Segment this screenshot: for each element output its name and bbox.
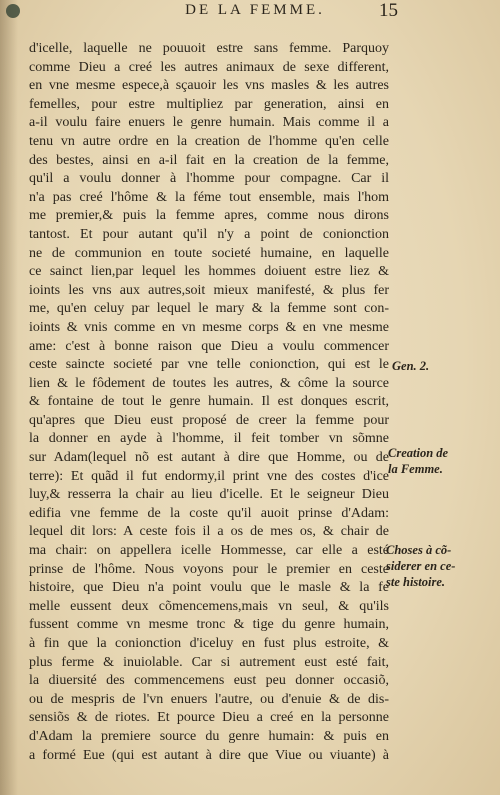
text-line: a-il voulu faire enuers le genre humain. Mais comme il a [29,115,389,131]
text-line: ce sainct lien,par lequel les hommes doiuent estre liez & [29,264,389,280]
text-line: ioints les vns aux autres,soit mieux manifesté, & plus fer [29,282,389,298]
text-line: la donner en ayde à l'homme, il feit tomber vn sõmne [29,431,389,447]
margin-note-gen: Gen. 2. [392,359,430,373]
text-line: terre): Et quãd il fut endormy,il print vne des costes d'ice [29,468,389,484]
margin-note-line: Choses à cõ- [386,543,452,557]
text-line: plus ferme & inuiolable. Car si autrement eust esté fait, [29,654,389,670]
text-line: lien & le fôdement de toutes les autres, & côme la source [29,375,389,391]
text-line: la diuersité des commencemens eust peu donner occasiõ, [29,673,389,689]
text-line: tenu vn autre ordre en la creation de l'homme qu'en celle [29,133,389,149]
text-line: en vne mesme espece,à sçauoir les vns masles & les autres [29,78,389,94]
text-line: sur Adam(lequel nõ est autant à dire que Homme, ou de [29,450,389,466]
text-line: histoire, que Dieu n'a point voulu que le masle & la fe [29,580,389,596]
text-line: des bestes, ainsi en a-il fait en la creation de la femme, [29,152,389,168]
text-line: a formé Eue (qui est autant à dire que Viue ou viuante) à [29,747,389,763]
text-line: & fontaine de tout le genre humain. Il est donques escrit, [29,394,389,410]
text-line: luy,& resserra la chair au lieu d'icelle. Et le seigneur Dieu [29,487,389,503]
text-line: ma chair: on appellera icelle Hommesse, car elle a esté [29,543,389,559]
text-line: d'Adam la premiere source du genre humain: & puis en [29,728,389,744]
gutter-shadow [0,0,18,795]
running-title: DE LA FEMME. [185,2,325,18]
body-text [29,40,389,765]
text-line: ame: c'est à bonne raison que Dieu a voulu commencer [29,338,389,354]
text-line: lequel dit lors: A ceste fois il a os de mes os, & chair de [29,524,389,540]
text-line: d'icelle, laquelle ne pouuoit estre sans femme. Parquoy [29,41,389,56]
text-line: me, qu'en celuy par lequel le mary & la femme sont con- [29,301,389,317]
text-line: n'a pas creé l'hôme & la féme tout ensemble, mais l'hom [29,189,389,205]
text-line: me premier,& puis la femme apres, comme nous dirons [29,208,389,224]
text-line: ne de communion en toute societé humaine, en laquelle [29,245,389,261]
text-line: edifia vne femme de la coste qu'il auoit prinse d'Adam: [29,505,389,521]
margin-note-line: ste histoire. [386,575,446,589]
text-line: comme Dieu a creé les autres animaux de sexe different, [29,59,389,75]
text-line: qu'il a voulu donner à l'homme pour compagne. Car il [29,171,389,187]
margin-note-choses [386,542,486,590]
text-line: ou de mespris de l'vn enuers l'autre, ou d'enuie & de dis- [29,691,389,707]
text-line: melle eussent deux cõmencemens,mais vn seul, & qu'ils [29,598,389,614]
text-line: ceste saincte societé par vne telle conionction, qui est le [29,357,389,373]
margin-note-line: la Femme. [388,462,443,476]
page-number: 15 [379,0,398,21]
text-line: à fin que la conionction d'iceluy en fust plus estroite, & [29,636,389,651]
text-line: femelles, pour estre multipliez par generation, ainsi en [29,96,389,112]
margin-note-creation [388,445,488,477]
ink-spot-mark [6,4,20,18]
text-line: tantost. Et pour autant qu'il n'y a point de conionction [29,226,389,242]
margin-note-line: Creation de [388,446,449,460]
text-line: prinse de l'hôme. Nous voyons pour le premier en ceste [29,561,389,577]
text-line: fussent comme vn mesme tronc & tige du genre humain, [29,617,389,633]
text-line: ioints & vnis comme en vn mesme corps & en vne mesme [29,319,389,335]
text-line: sensiõs & de riotes. Et pource Dieu a creé en la personne [29,710,389,726]
margin-note-line: siderer en ce- [386,559,456,573]
text-line: qu'apres que Dieu eust proposé de creer la femme pour [29,412,389,428]
